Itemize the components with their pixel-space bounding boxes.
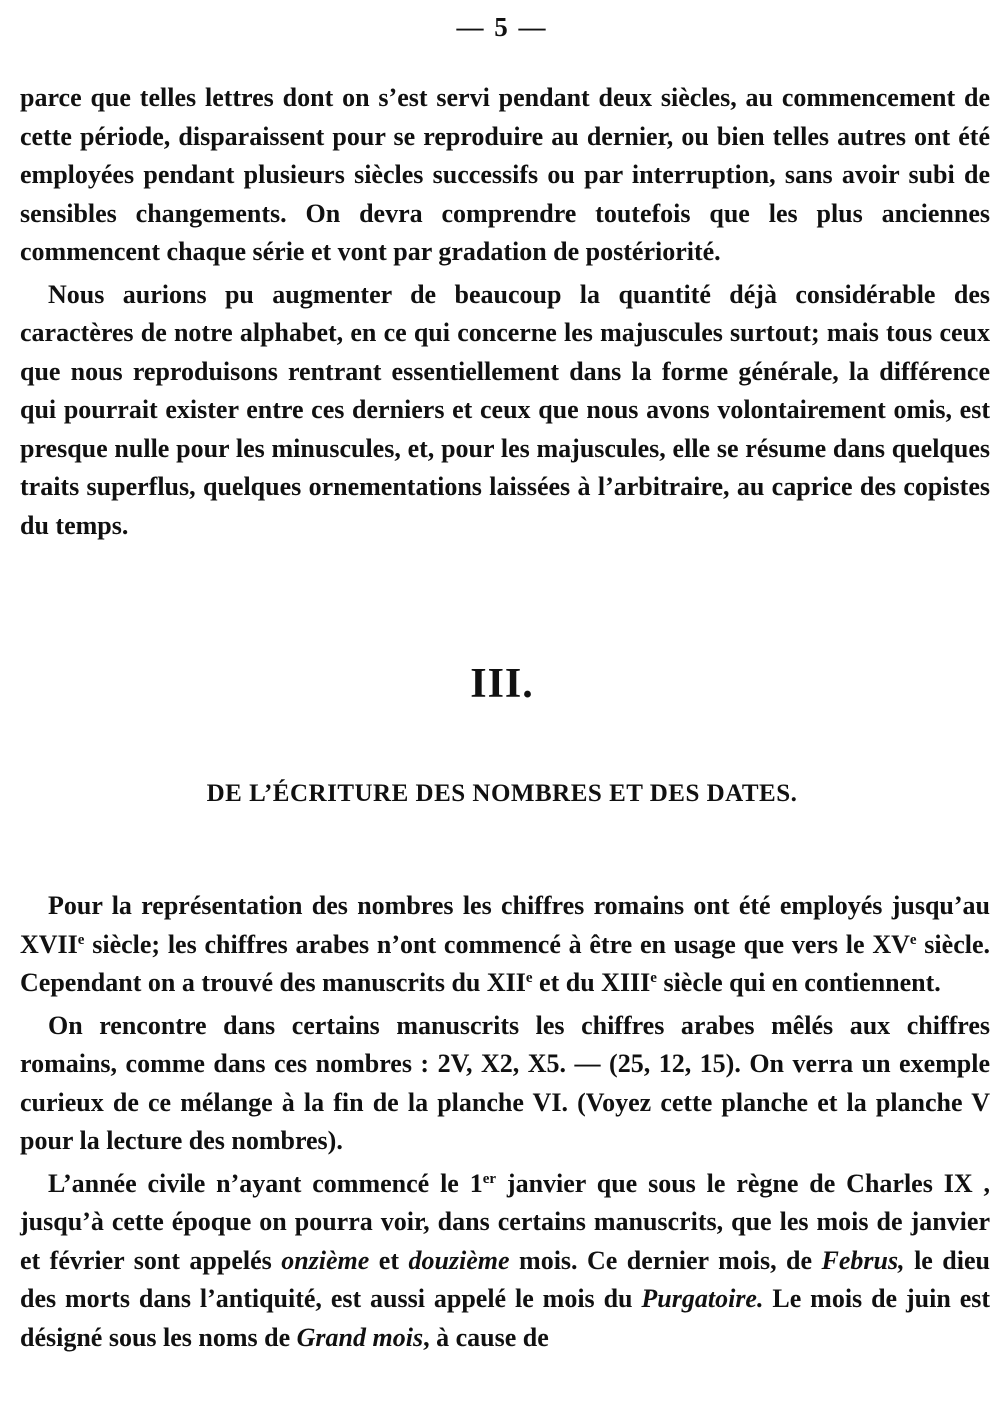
text-run: janvier que sous le règne de Charles IX , jusqu’à cette époque on pourra voir, dans certains manuscrits, que les mois de janvier et février sont appelés — [20, 1168, 990, 1275]
paragraph-mixed-numerals: On rencontre dans certains manuscrits les chiffres arabes mêlés aux chiffres romains, comme dans ces nombres : 2V, X2, X5. — (25, 12, 15). On verra un exemple curieux de ce mélange à la fin de la planche VI. (Voyez cette planche et la planche V pour la lecture des nombres). — [20, 1010, 990, 1155]
section-title: DE L’ÉCRITURE DES NOMBRES ET DES DATES. — [206, 780, 798, 807]
text-run: siècle; les chiffres arabes n’ont commencé à être en usage que vers le XV — [84, 929, 910, 959]
text-block-top — [20, 79, 990, 549]
paragraph-continuation: parce que telles lettres dont on s’est servi pendant deux siècles, au commencement de cette période, disparaissent pour se reproduire au dernier, ou bien telles autres ont été employées pendant plusieurs siècles successifs ou par interruption, sans avoir subi de sensibles changements. On devra comprendre toutefois que les plus anciennes commencent chaque série et vont par gradation de postériorité. — [20, 83, 990, 266]
text-run: , à cause de — [423, 1322, 549, 1352]
italic-term: Purgatoire. — [641, 1284, 764, 1313]
italic-term: douzième — [408, 1245, 510, 1275]
paragraph-calendar — [20, 1165, 990, 1358]
paragraph-alphabet: Nous aurions pu augmenter de beaucoup la quantité déjà considérable des caractères de notre alphabet, en ce qui concerne les majuscules surtout; mais tous ceux que nous reproduisons rentrant essentiellement dans la forme générale, la différence qui pourrait exister entre ces derniers et ceux que nous avons volontairement omis, est presque nulle pour les minuscules, et, pour les majuscules, elle se résume dans quelques traits superflus, quelques ornementations laissées à l’arbitraire, au caprice des copistes du temps. — [20, 279, 990, 540]
text-run: siècle. Cependant on a trouvé des manuscrits du XII — [20, 929, 990, 997]
text-run: et du XIII — [532, 968, 651, 997]
superscript: e — [909, 931, 917, 948]
text-run: L’année civile n’ayant commencé le 1 — [48, 1168, 483, 1198]
text-run: et — [369, 1245, 409, 1275]
section-number: III. — [470, 661, 534, 707]
text-run: mois. Ce dernier mois, de — [509, 1245, 822, 1275]
superscript: er — [482, 1170, 497, 1187]
text-block-bottom — [20, 887, 990, 1361]
text-run: siècle qui en contiennent. — [656, 968, 941, 997]
paragraph-numbers — [20, 887, 990, 1003]
italic-term: Februs, — [821, 1245, 905, 1275]
text-run: Pour la représentation des nombres les chiffres romains ont été employés jusqu’au XVII — [20, 891, 990, 959]
superscript: e — [525, 970, 533, 986]
text-run: Le mois de juin est désigné sous les noms de — [20, 1284, 991, 1352]
superscript: e — [650, 970, 657, 986]
italic-term: onzième — [281, 1245, 370, 1275]
page-number: — 5 — — [456, 12, 548, 42]
superscript: e — [77, 931, 85, 948]
italic-term: Grand mois — [296, 1322, 424, 1352]
text-run: le dieu des morts dans l’antiquité, est aussi appelé le mois du — [20, 1245, 990, 1313]
